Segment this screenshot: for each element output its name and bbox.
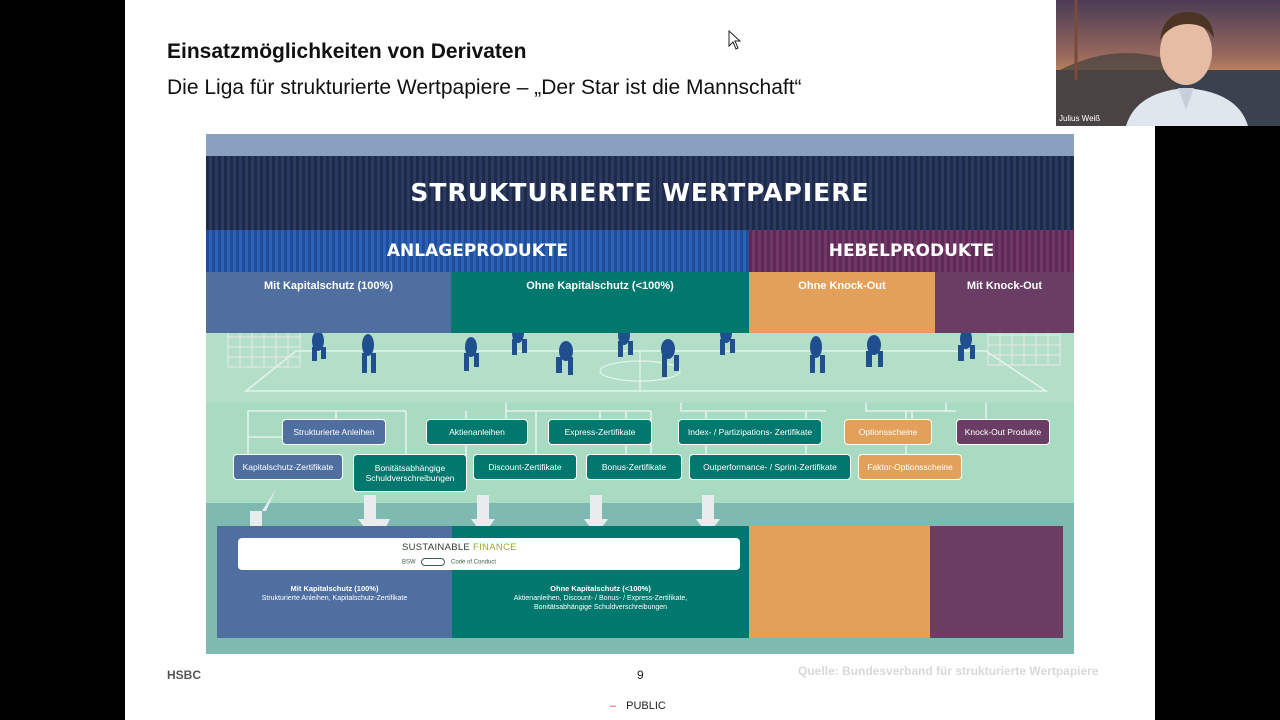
liga-figure (206, 134, 1074, 654)
footer-page-number: 9 (637, 668, 644, 682)
category-ohne-kapitalschutz: Ohne Kapitalschutz (<100%) (451, 272, 749, 333)
bottom-mid-title: Ohne Kapitalschutz (<100%) (550, 584, 651, 593)
bottom-text-left (217, 584, 452, 603)
field-scene-illustration (206, 333, 1074, 403)
left-goal-icon (228, 333, 300, 367)
slide-title: Einsatzmöglichkeiten von Derivaten (167, 40, 527, 63)
mouse-pointer-icon (728, 30, 742, 50)
footer-source: Quelle: Bundesverband für strukturierte Wertpapiere (798, 664, 1099, 678)
category-mit-kapitalschutz: Mit Kapitalschutz (100%) (206, 272, 451, 333)
player-silhouettes-icon (312, 333, 975, 377)
banner-title: STRUKTURIERTE WERTPAPIERE (410, 178, 870, 207)
product-kapitalschutz-zertifikate: Kapitalschutz-Zertifikate (233, 454, 343, 480)
sf-title-a: SUSTAINABLE (402, 542, 471, 553)
sustainable-finance-bar (238, 538, 740, 570)
sf-bsw: BSW (402, 559, 416, 566)
football-field (206, 333, 1074, 403)
classification-label: PUBLIC (626, 700, 666, 712)
infinity-icon (421, 558, 445, 566)
anlageprodukte-block (206, 230, 749, 272)
product-outperformance-sprint-zertifikate: Outperformance- / Sprint-Zertifikate (689, 454, 851, 480)
hebelprodukte-block (749, 230, 1074, 272)
product-discount-zertifikate: Discount-Zertifikate (473, 454, 577, 480)
presenter-name: Julius Weiß (1059, 114, 1101, 123)
presenter-video (1056, 0, 1280, 126)
bottom-mid-desc-1: Aktienanleihen, Discount- / Bonus- / Express-Zertifikate, (513, 595, 688, 603)
bottom-box-mit-knock-out (930, 526, 1063, 638)
sky-band (206, 134, 1074, 156)
category-mit-knock-out: Mit Knock-Out (935, 272, 1074, 333)
footer-brand: HSBC (167, 668, 202, 682)
product-optionsscheine: Optionsscheine (844, 419, 932, 445)
hebelprodukte-label: HEBELPRODUKTE (828, 241, 995, 261)
bottom-left-desc: Strukturierte Anleihen, Kapitalschutz-Zertifikate (261, 595, 408, 603)
category-ohne-knock-out: Ohne Knock-Out (749, 272, 935, 333)
product-index-partizipations-zertifikate: Index- / Partizipations- Zertifikate (678, 419, 822, 445)
footer-classification (610, 700, 666, 712)
product-aktienanleihen: Aktienanleihen (426, 419, 528, 445)
product-tree-area (206, 403, 1074, 503)
anlageprodukte-label: ANLAGEPRODUKTE (386, 241, 569, 261)
bottom-mid-desc-2: Bonitätsabhängige Schuldverschreibungen (533, 604, 668, 612)
webcam-overlay[interactable] (1056, 0, 1280, 126)
presentation-slide (125, 0, 1155, 720)
sf-title-b: FINANCE (473, 542, 517, 553)
sf-code: Code of Conduct (451, 559, 497, 566)
product-strukturierte-anleihen: Strukturierte Anleihen (282, 419, 386, 445)
classification-marker: – (610, 700, 617, 712)
product-faktor-optionsscheine: Faktor-Optionsscheine (858, 454, 962, 480)
sf-subline (402, 558, 496, 566)
product-express-zertifikate: Express-Zertifikate (548, 419, 652, 445)
product-bonitaetsabhaengige-schuldverschreibungen: Bonitätsabhängige Schuldverschreibungen (353, 454, 467, 492)
bottom-text-mid (452, 584, 749, 612)
connector-lines (206, 403, 1074, 503)
product-knock-out-produkte: Knock-Out Produkte (956, 419, 1050, 445)
bottom-left-title: Mit Kapitalschutz (100%) (290, 584, 379, 593)
product-bonus-zertifikate: Bonus-Zertifikate (586, 454, 682, 480)
bottom-box-ohne-knock-out (749, 526, 930, 638)
slide-subtitle: Die Liga für strukturierte Wertpapiere – „Der Star ist die Mannschaft“ (167, 76, 802, 99)
sustainable-finance-logo (402, 542, 517, 553)
